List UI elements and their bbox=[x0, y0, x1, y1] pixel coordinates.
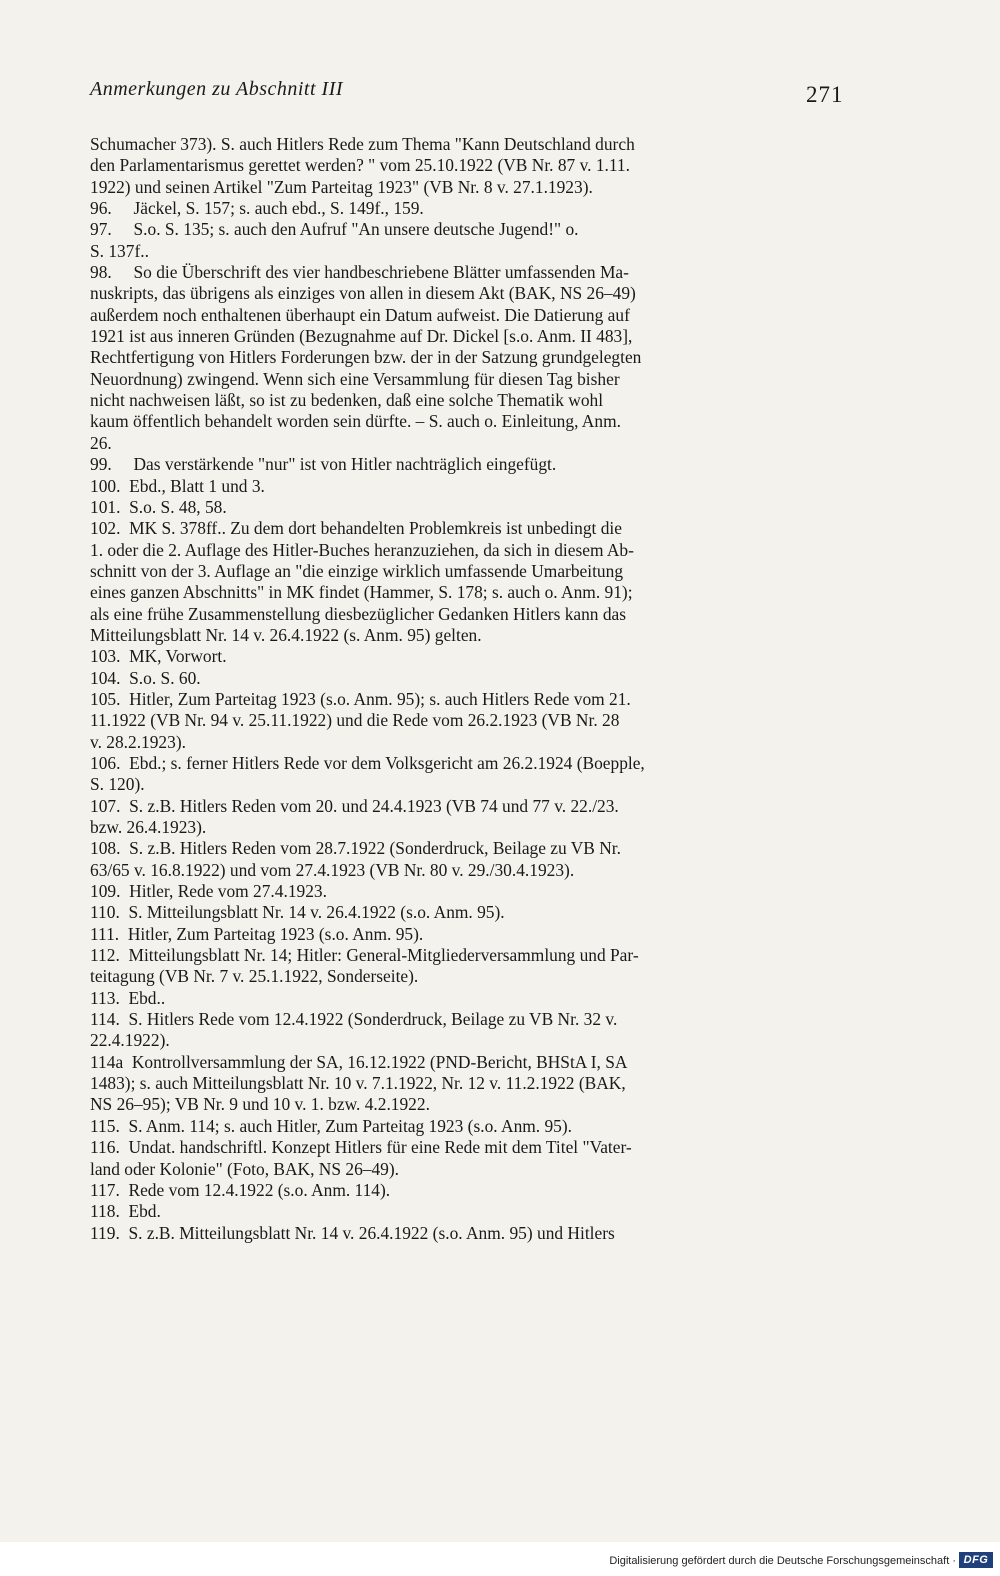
note-line: 105. Hitler, Zum Parteitag 1923 (s.o. Anm. 95); s. auch Hitlers Rede vom 21. bbox=[90, 688, 631, 709]
note-line: eines ganzen Abschnitts" in MK findet (Hammer, S. 178; s. auch o. Anm. 91); bbox=[90, 582, 633, 603]
note-line: 111. Hitler, Zum Parteitag 1923 (s.o. Anm. 95). bbox=[90, 923, 424, 944]
note-line: NS 26–95); VB Nr. 9 und 10 v. 1. bzw. 4.2.1922. bbox=[90, 1094, 430, 1115]
note-line: 98. So die Überschrift des vier handbeschriebene Blätter umfassenden Ma- bbox=[90, 262, 629, 283]
note-line: 115. S. Anm. 114; s. auch Hitler, Zum Parteitag 1923 (s.o. Anm. 95). bbox=[90, 1115, 573, 1136]
note-line: 104. S.o. S. 60. bbox=[90, 667, 201, 688]
note-line: schnitt von der 3. Auflage an "die einzige wirklich umfassende Umarbeitung bbox=[90, 560, 624, 581]
note-line: 109. Hitler, Rede vom 27.4.1923. bbox=[90, 881, 327, 902]
note-line: 22.4.1922). bbox=[90, 1030, 170, 1051]
note-line: 1483); s. auch Mitteilungsblatt Nr. 10 v. 7.1.1922, Nr. 12 v. 11.2.1922 (BAK, bbox=[90, 1073, 626, 1094]
note-line: 1921 ist aus inneren Gründen (Bezugnahme auf Dr. Dickel [s.o. Anm. II 483], bbox=[90, 326, 633, 347]
note-line: S. 137f.. bbox=[90, 240, 149, 261]
note-line: 96. Jäckel, S. 157; s. auch ebd., S. 149f., 159. bbox=[90, 198, 424, 219]
note-line: 114. S. Hitlers Rede vom 12.4.1922 (Sonderdruck, Beilage zu VB Nr. 32 v. bbox=[90, 1009, 618, 1030]
endnotes-body bbox=[90, 134, 842, 1244]
note-line: 1. oder die 2. Auflage des Hitler-Buches heranzuziehen, da sich in diesem Ab- bbox=[90, 539, 634, 560]
note-line: 103. MK, Vorwort. bbox=[90, 646, 227, 667]
note-line: land oder Kolonie" (Foto, BAK, NS 26–49). bbox=[90, 1158, 399, 1179]
note-line: 26. bbox=[90, 432, 112, 453]
digitization-footer bbox=[0, 1542, 1000, 1576]
note-line: als eine frühe Zusammenstellung diesbezüglicher Gedanken Hitlers kann das bbox=[90, 603, 627, 624]
note-line: 108. S. z.B. Hitlers Reden vom 28.7.1922 (Sonderdruck, Beilage zu VB Nr. bbox=[90, 838, 621, 859]
page-number: 271 bbox=[806, 82, 844, 107]
note-line: nuskripts, das übrigens als einziges von allen in diesem Akt (BAK, NS 26–49) bbox=[90, 283, 636, 304]
note-line: 112. Mitteilungsblatt Nr. 14; Hitler: General-Mitgliederversammlung und Par- bbox=[90, 945, 639, 966]
note-line: 63/65 v. 16.8.1922) und vom 27.4.1923 (VB Nr. 80 v. 29./30.4.1923). bbox=[90, 859, 575, 880]
dfg-logo: DFG bbox=[959, 1552, 993, 1568]
note-line: Neuordnung) zwingend. Wenn sich eine Versammlung für diesen Tag bisher bbox=[90, 368, 620, 389]
note-line: Mitteilungsblatt Nr. 14 v. 26.4.1922 (s. Anm. 95) gelten. bbox=[90, 624, 482, 645]
note-line: v. 28.2.1923). bbox=[90, 731, 186, 752]
note-line: 118. Ebd. bbox=[90, 1201, 161, 1222]
note-line: 11.1922 (VB Nr. 94 v. 25.11.1922) und die Rede vom 26.2.1923 (VB Nr. 28 bbox=[90, 710, 620, 731]
note-line: bzw. 26.4.1923). bbox=[90, 817, 207, 837]
note-line: Rechtfertigung von Hitlers Forderungen bzw. der in der Satzung grundgelegten bbox=[90, 347, 642, 368]
note-line: teitagung (VB Nr. 7 v. 25.1.1922, Sonderseite). bbox=[90, 966, 419, 987]
running-header-title: Anmerkungen zu Abschnitt III bbox=[90, 78, 344, 100]
note-line: 101. S.o. S. 48, 58. bbox=[90, 496, 227, 517]
note-line: außerdem noch enthaltenen überhaupt ein Datum aufweist. Die Datierung auf bbox=[90, 304, 630, 325]
note-line: 119. S. z.B. Mitteilungsblatt Nr. 14 v. 26.4.1922 (s.o. Anm. 95) und Hitlers bbox=[90, 1222, 615, 1243]
note-line: 117. Rede vom 12.4.1922 (s.o. Anm. 114). bbox=[90, 1179, 391, 1200]
note-line: 116. Undat. handschriftl. Konzept Hitlers für eine Rede mit dem Titel "Vater- bbox=[90, 1137, 632, 1158]
funding-credit: Digitalisierung gefördert durch die Deutsche Forschungsgemeinschaft · bbox=[609, 1555, 956, 1567]
note-line: 106. Ebd.; s. ferner Hitlers Rede vor dem Volksgericht am 26.2.1924 (Boepple, bbox=[90, 752, 645, 773]
note-line: 110. S. Mitteilungsblatt Nr. 14 v. 26.4.1922 (s.o. Anm. 95). bbox=[90, 902, 505, 923]
note-line: 97. S.o. S. 135; s. auch den Aufruf "An unsere deutsche Jugend!" o. bbox=[90, 219, 579, 240]
note-line: 99. Das verstärkende "nur" ist von Hitler nachträglich eingefügt. bbox=[90, 454, 557, 475]
note-line: 1922) und seinen Artikel "Zum Parteitag 1923" (VB Nr. 8 v. 27.1.1923). bbox=[90, 176, 593, 197]
note-line: 107. S. z.B. Hitlers Reden vom 20. und 24.4.1923 (VB 74 und 77 v. 22./23. bbox=[90, 795, 619, 816]
note-line: 100. Ebd., Blatt 1 und 3. bbox=[90, 475, 265, 496]
note-line: kaum öffentlich behandelt worden sein dürfte. – S. auch o. Einleitung, Anm. bbox=[90, 411, 621, 432]
note-line: nicht nachweisen läßt, so ist zu bedenken, daß eine solche Thematik wohl bbox=[90, 390, 604, 411]
note-line: 102. MK S. 378ff.. Zu dem dort behandelten Problemkreis ist unbedingt die bbox=[90, 518, 622, 539]
note-line: 113. Ebd.. bbox=[90, 987, 166, 1008]
note-line: Schumacher 373). S. auch Hitlers Rede zum Thema "Kann Deutschland durch bbox=[90, 134, 635, 154]
note-line: 114a Kontrollversammlung der SA, 16.12.1922 (PND-Bericht, BHStA I, SA bbox=[90, 1051, 628, 1072]
note-line: S. 120). bbox=[90, 774, 145, 795]
note-line: den Parlamentarismus gerettet werden? " vom 25.10.1922 (VB Nr. 87 v. 1.11. bbox=[90, 155, 630, 176]
